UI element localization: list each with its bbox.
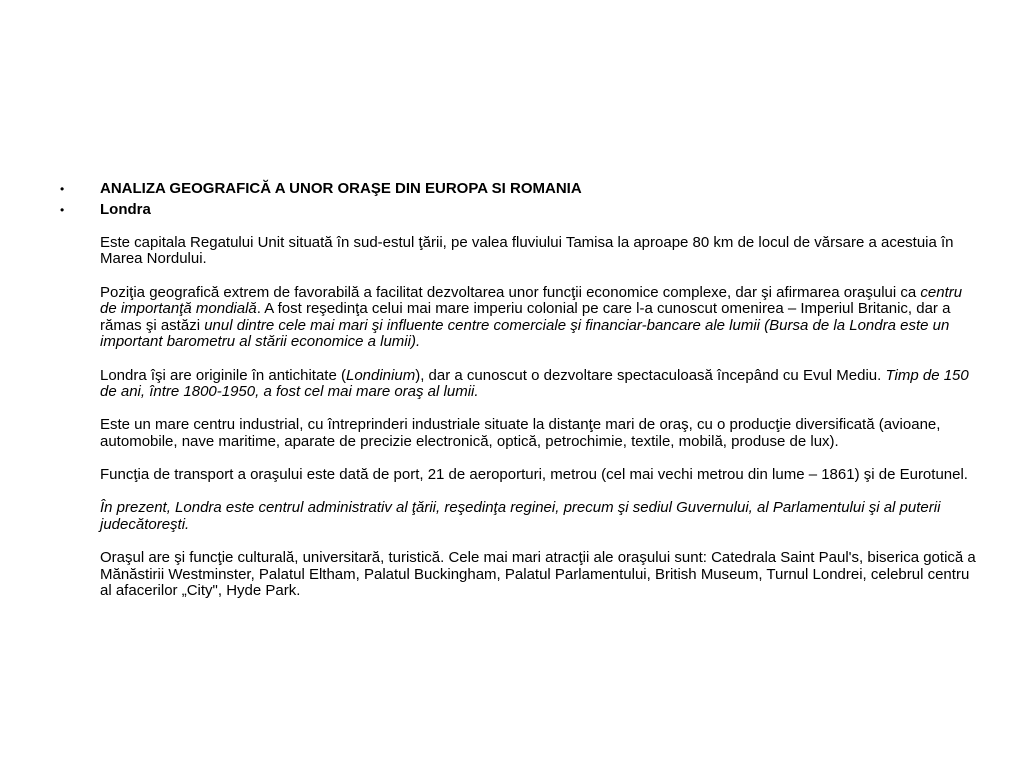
bullet-marker: •	[60, 202, 65, 217]
bullet-list	[60, 181, 980, 600]
slide-title: ANALIZA GEOGRAFICĂ A UNOR ORAŞE DIN EUROPA SI ROMANIA	[100, 180, 582, 197]
text-run: Poziţia geografică extrem de favorabilă a facilitat dezvoltarea unor funcţii economice complexe, dar şi afirmarea oraşului ca	[100, 283, 921, 301]
paragraph-industry: Este un mare centru industrial, cu întreprinderi industriale situate la distanţe mari de oraş, cu o producţie diversificată (avioane, automobile, nave maritime, aparate de precizie electronică, optică, petrochimie, textile, mobilă, produse de lux).	[100, 416, 941, 450]
paragraph-history	[100, 368, 980, 401]
bullet-marker: •	[60, 182, 65, 196]
paragraph-location: Este capitala Regatului Unit situată în sud-estul ţării, pe valea fluviului Tamisa la aproape 80 km de locul de vărsare a acestuia în Marea Nordului.	[100, 233, 954, 268]
paragraph-administration: În prezent, Londra este centrul administrativ al ţării, reşedinţa reginei, precum şi sediul Guvernului, al Parlamentului şi al puterii judecătoreşti.	[100, 499, 941, 533]
text-run: . A fost reşedinţa celui mai mare imperiu colonial pe care l-a cunoscut omenirea – Imperiul Britanic, dar a rămas şi astăzi	[100, 300, 951, 334]
paragraph-transport: Funcţia de transport a oraşului este dată de port, 21 de aeroporturi, metrou (cel mai vechi metrou din lume – 1861) şi de Eurotunel.	[100, 466, 968, 484]
paragraph-position	[100, 285, 980, 351]
text-run-italic: Londinium	[345, 366, 416, 384]
city-heading: Londra	[100, 200, 151, 218]
paragraph-culture: Oraşul are şi funcţie culturală, universitară, turistică. Cele mai mari atracţii ale oraşului sunt: Catedrala Saint Paul's, biserica gotică a Mănăstirii Westminster, Palatul Eltham, Palatul Buckingham, Palatul Parlamentului, British Museum, Turnul Londrei, celebrul centru al afacerilor „City", Hyde Park.	[100, 549, 976, 600]
text-run-italic: Timp de 150 de ani, între 1800-1950, a fost cel mai mare oraş al lumii.	[100, 366, 969, 401]
bullet-item-title	[60, 181, 980, 198]
text-run-italic: unul dintre cele mai mari şi influente centre comerciale şi financiar-bancare ale lumii (Bursa de la Londra este un important barometru al stării economice a lumii).	[100, 316, 950, 351]
bullet-item-london	[60, 202, 980, 600]
text-run-italic: centru de importanţă mondială	[100, 283, 963, 318]
text-run: ), dar a cunoscut o dezvoltare spectaculoasă începând cu Evul Mediu.	[415, 366, 886, 384]
text-run: Londra îşi are originile în antichitate (	[100, 366, 346, 384]
